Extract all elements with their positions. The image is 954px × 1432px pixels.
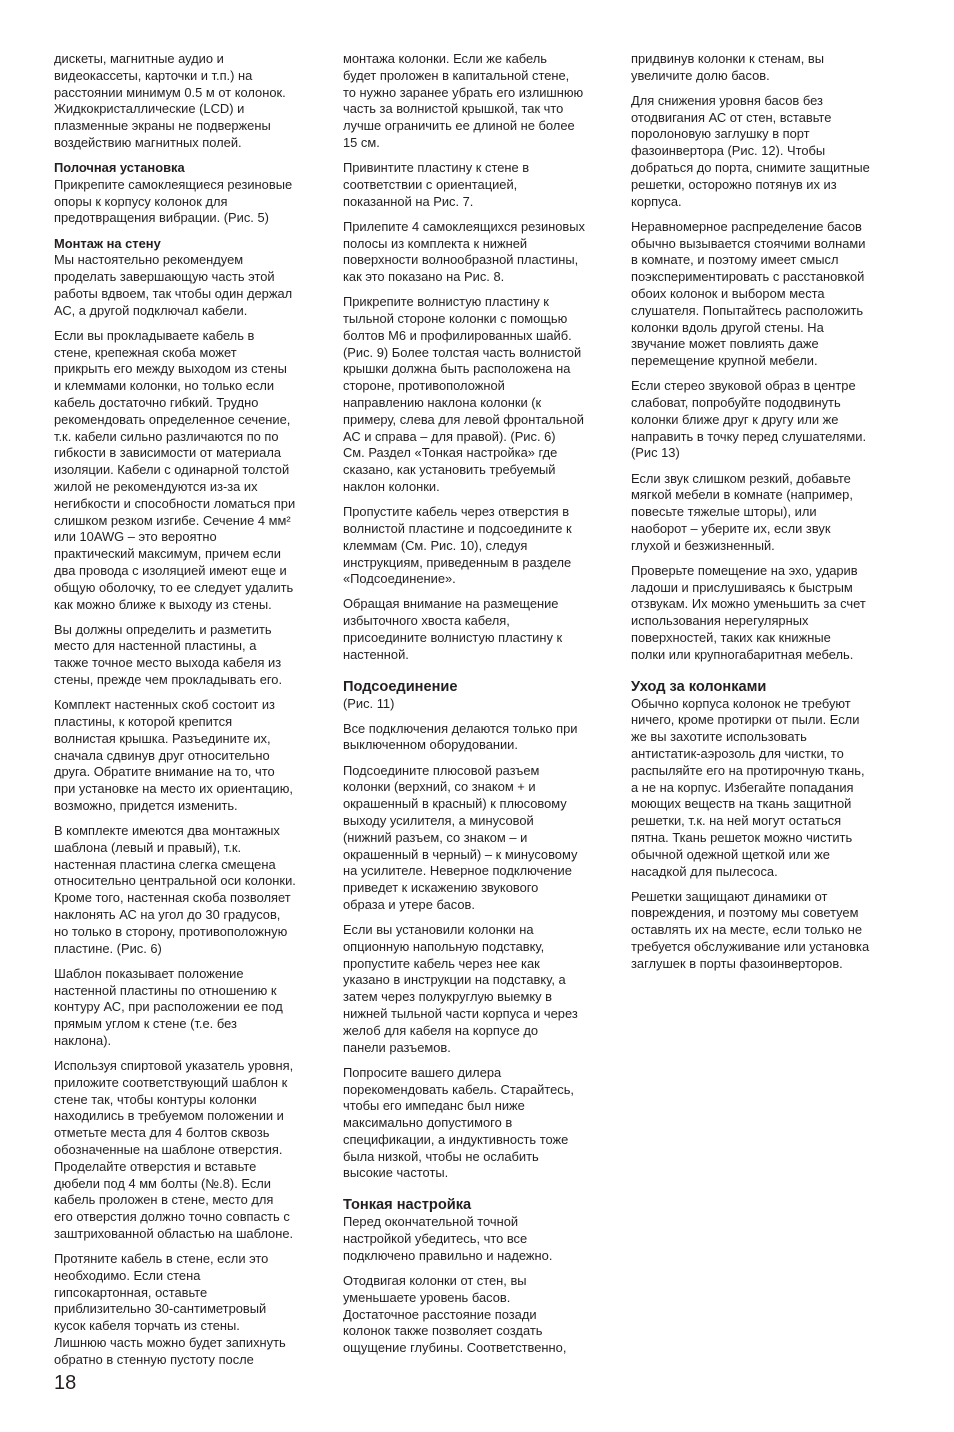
paragraph: Отодвигая колонки от стен, вы уменьшаете уровень басов. Достаточное расстояние позади колонок также позволяет создать ощущение глубины. Соответственно, — [343, 1272, 567, 1356]
figure-reference: (Рис. 11) — [343, 695, 395, 711]
paragraph: Пропустите кабель через отверстия в волнистой пластине и подсоедините к клеммам (См. Рис. 10), следуя инструкциям, приведенным в разделе «Подсоединение». — [343, 504, 572, 587]
paragraph: Обращая внимание на размещение избыточного хвоста кабеля, присоедините волнистую пластину к настенной. — [343, 596, 563, 662]
page-number: 18 — [54, 1372, 77, 1394]
paragraph: Попросите вашего дилера порекомендовать кабель. Старайтесь, чтобы его импеданс был ниже максимально допустимого в спецификации, а индуктивность тоже была низкой, чтобы не ослабить высокие частоты. — [343, 1064, 574, 1181]
paragraph: Если звук слишком резкий, добавьте мягкой мебели в комнате (например, повесьте тяжелые шторы), или наоборот – уберите их, если звук глухой и безжизненный. — [631, 470, 853, 553]
paragraph: Мы настоятельно рекомендуем проделать завершающую часть этой работы вдвоем, так чтобы один держал АС, а другой подключал кабели. — [54, 252, 293, 318]
paragraph: придвинув колонки к стенам, вы увеличите долю басов. — [631, 51, 824, 83]
paragraph: Все подключения делаются только при выключенном оборудовании. — [343, 720, 578, 753]
paragraph: В комплекте имеются два монтажных шаблона (левый и правый), т.к. настенная пластина слегка смещена относительно центральной оси колонки. Кроме того, настенная скоба позволяет наклонять АС на угол до 30 градусов, но только в сторону, противоположную пластине. (Рис. 6) — [54, 823, 296, 956]
paragraph: Используя спиртовой указатель уровня, приложите соответствующий шаблон к стене так, чтобы контуры колонки находились в требуемом положении и отметьте места для 4 болтов сквозь обозначенные на шаблоне отверстия. Проделайте отверстия и вставьте дюбели под 4 мм болты (№.8). Если кабель проложен в стене, место для его отверстия должно точно совпасть с заштрихованной областью на шаблоне. — [54, 1058, 294, 1241]
paragraph: Для снижения уровня басов без отодвигания АС от стен, вставьте поролоновую заглушку в порт фазоинвертора (Рис. 12). Чтобы добраться до порта, снимите защитные решетки, осторожно потянув их из корпуса. — [631, 92, 870, 209]
paragraph: Если вы прокладываете кабель в стене, крепежная скоба может прикрыть его между выходом из стены и клеммами колонки, но только если кабель достаточно гибкий. Трудно рекомендовать определенное сечение, т.к. кабели сильно различаются по по гибкости в зависимости от материала изоляции. Кабели с одинарной толстой жилой не рекомендуются из-за их негибкости и способности ломаться при слишком резком изгибе. Сечение 4 мм² или 10AWG – это вероятно практический максимум, причем если два провода с изоляцией имеют еще и общую оболочку, то ее следует удалить как можно ближе к выходу из стены. — [54, 327, 296, 612]
paragraph: Прикрепите самоклеящиеся резиновые опоры к корпусу колонок для предотвращения вибрации. (Рис. 5) — [54, 176, 293, 226]
paragraph: Комплект настенных скоб состоит из пластины, к которой крепится волнистая крышка. Разъедините их, сначала сдвинув друг относительно друга. Обратите внимание на то, что при установке на место их ориентацию, возможно, придется изменить. — [54, 697, 293, 813]
paragraph: Проверьте помещение на эхо, ударив ладоши и прислушиваясь к быстрым отзвукам. Их можно уменьшить за счет использования нерегулярных поверхностей, таких как книжные полки или крупногабаритная мебель. — [631, 562, 866, 662]
paragraph: Прилепите 4 самоклеящихся резиновых полосы из комплекта к нижней поверхности волнообразной пластины, как это показано на Рис. 8. — [343, 218, 585, 285]
paragraph: Подсоедините плюсовой разъем колонки (верхний, со знаком + и окрашенный в красный) к плюсовому выходу усилителя, а минусовой (нижний разъем, со знаком – и окрашенный в черный) – к минусовому на усилителе. Неверное подключение приведет к искажению звукового образа и утере басов. — [343, 762, 578, 912]
section-heading-speaker-care: Уход за колонками — [631, 678, 767, 695]
paragraph: Протяните кабель в стене, если это необходимо. Если стена гипсокартонная, оставьте приблизительно 30-сантиметровый кусок кабеля торчать из стены. Лишнюю часть можно будет запихнуть обратно в стенную пустоту после — [54, 1251, 286, 1367]
paragraph: Привинтите пластину к стене в соответствии с ориентацией, показанной на Рис. 7. — [343, 160, 530, 209]
paragraph: Решетки защищают динамики от повреждения, и поэтому мы советуем оставлять их на месте, если только не требуется обслуживание или установка заглушек в порты фазоинверторов. — [631, 888, 870, 971]
paragraph: Если вы установили колонки на опционную напольную подставку, пропустите кабель через нее как указано в инструкции на подставку, а затем через полукруглую выемку в нижней тыльной части корпуса и через желоб для кабеля на корпусе до панели разъемов. — [343, 922, 578, 1055]
column-right — [631, 51, 903, 981]
paragraph: Вы должны определить и разметить место для настенной пластины, а также точное место выхода кабеля из стены, прежде чем прокладывать его. — [54, 621, 283, 688]
paragraph: Обычно корпуса колонок не требуют ничего, кроме протирки от пыли. Если же вы захотите использовать антистатик-аэрозоль для чистки, то распыляйте его на протирочную ткань, а не на корпус. Избегайте попадания моющих веществ на ткань защитной решетки, т.к. на ней могут остаться пятна. Ткань решеток можно чистить обычной одежной щеткой или же насадкой для пылесоса. — [631, 695, 865, 879]
section-heading-connection: Подсоединение — [343, 678, 458, 695]
section-heading-wall-mount: Монтаж на стену — [54, 235, 161, 251]
section-heading-shelf-mount: Полочная установка — [54, 160, 185, 176]
column-middle — [343, 51, 613, 1365]
section-heading-fine-tuning: Тонкая настройка — [343, 1197, 472, 1214]
paragraph: Неравномерное распределение басов обычно вызывается стоячими волнами в комнате, и поэтому имеет смысл поэкспериментировать с расстановкой обоих колонок и выбором места слушателя. Попытайтесь расположить колонки вдоль другой стены. На звучание может повлиять даже перемещение крупной мебели. — [631, 218, 866, 369]
paragraph: монтажа колонки. Если же кабель будет проложен в капитальной стене, то нужно заранее убрать его излишнюю часть за волнистой крышкой, так что лучше ограничить ее длиной не более 15 см. — [343, 51, 584, 150]
column-left — [54, 51, 326, 1377]
paragraph: Перед окончательной точной настройкой убедитесь, что все подключено правильно и надежно. — [343, 1214, 553, 1263]
paragraph: Прикрепите волнистую пластину к тыльной стороне колонки с помощью болтов M6 и профилированных шайб. (Рис. 9) Более толстая часть волнистой крышки должна быть расположена на стороне, противоположной направлению наклона колонки (к примеру, слева для левой фронтальной АС и справа – для правой). (Рис. 6) См. Раздел «Тонкая настройка» где сказано, как установить требуемый наклон колонки. — [343, 294, 584, 495]
paragraph: дискеты, магнитные аудио и видеокассеты, карточки и т.п.) на расстоянии минимум 0.5 м от колонок. Жидкокристаллические (LCD) и плазменные экраны не подвержены воздействию магнитных полей. — [54, 51, 286, 150]
paragraph: Если стерео звуковой образ в центре слабоват, попробуйте пододвинуть колонки ближе друг к другу или же направить в точку перед слушателями. (Рис 13) — [631, 378, 867, 461]
paragraph: Шаблон показывает положение настенной пластины по отношению к контуру АС, при расположении ее под прямым углом к стене (т.е. без наклона). — [54, 965, 283, 1048]
